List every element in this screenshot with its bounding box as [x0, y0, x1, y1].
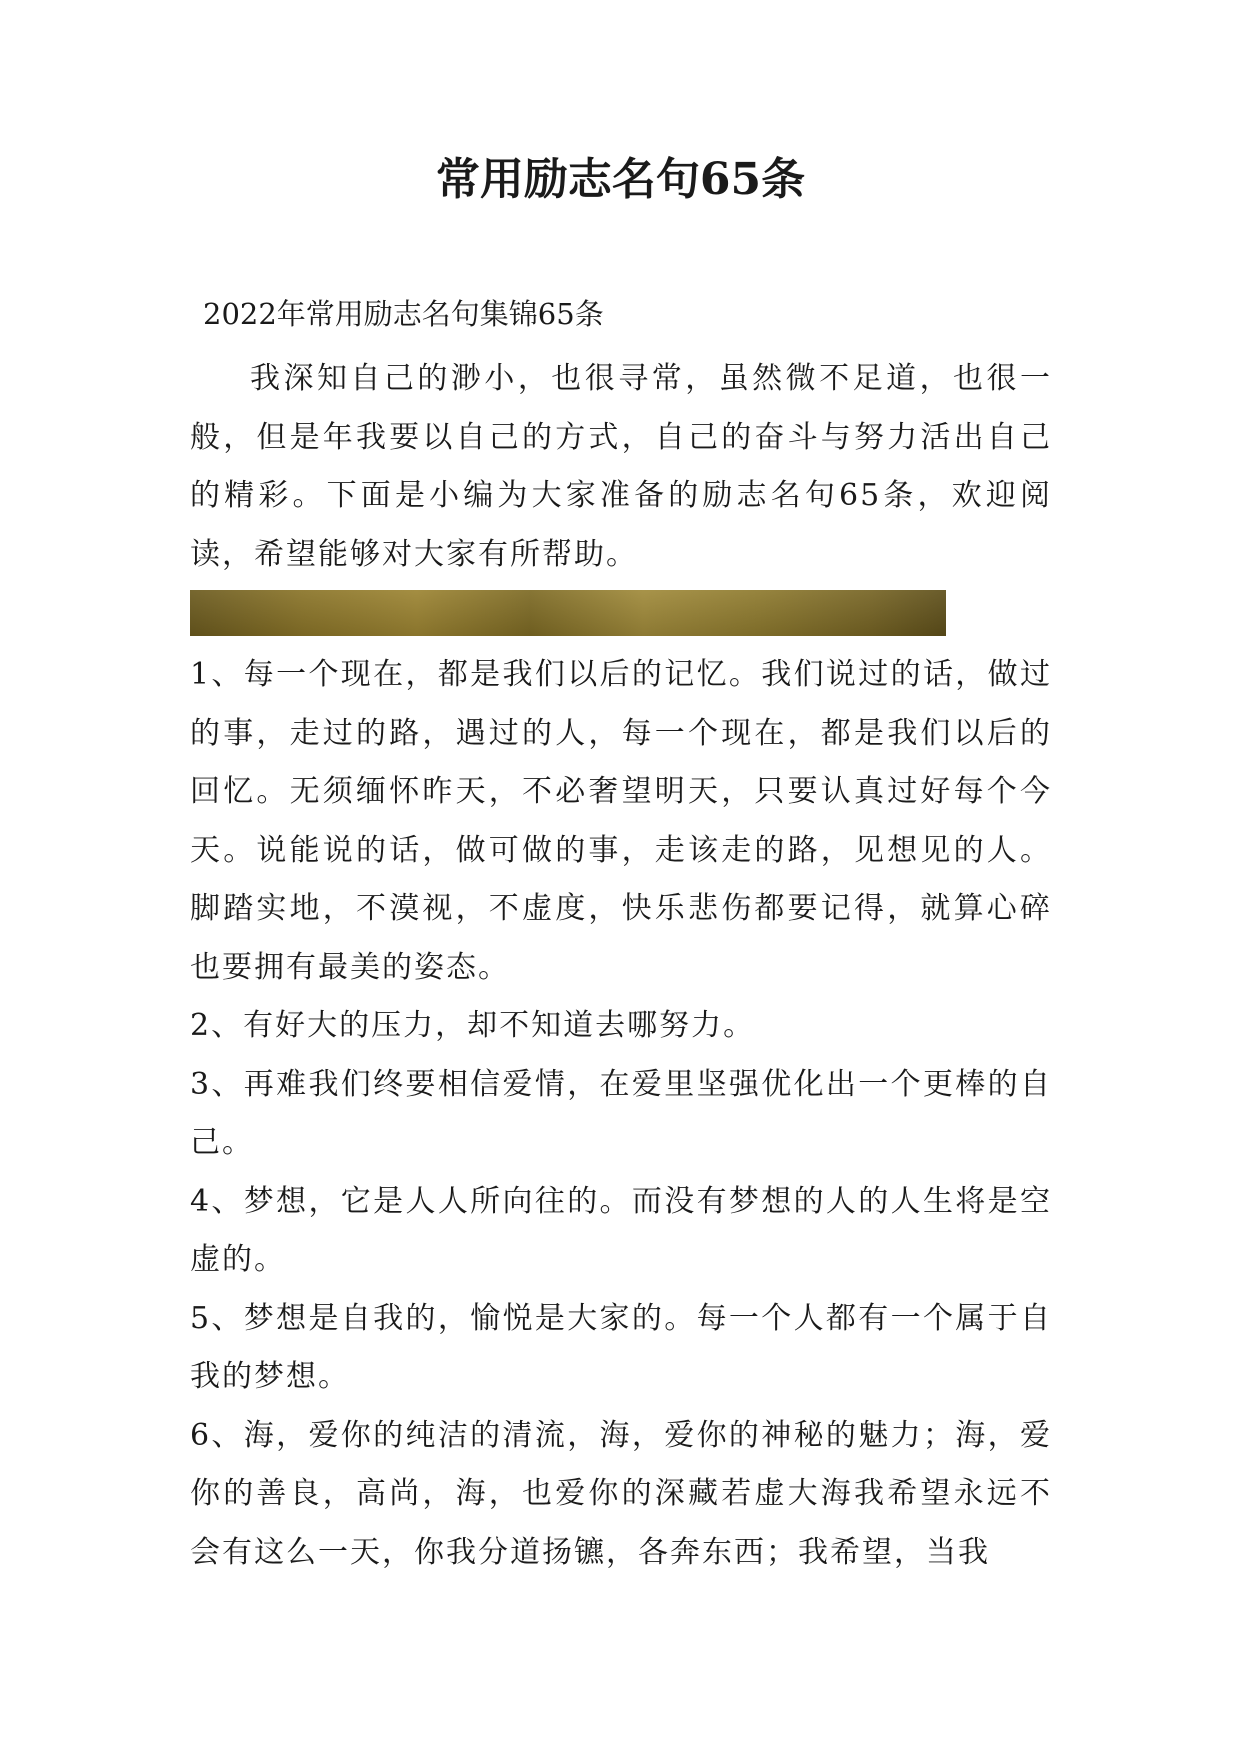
list-item: 6、海，爱你的纯洁的清流，海，爱你的神秘的魅力；海，爱你的善良，高尚，海，也爱你的深藏若虚大海我希望永远不会有这么一天，你我分道扬镳，各奔东西；我希望，当我 — [190, 1417, 1052, 1570]
document-body — [190, 350, 1052, 1582]
decorative-banner-image — [190, 590, 946, 636]
list-item: 3、再难我们终要相信爱情，在爱里坚强优化出一个更棒的自己。 — [190, 1066, 1052, 1160]
document-subtitle: 2022年常用励志名句集锦65条 — [203, 297, 604, 331]
list-item: 5、梦想是自我的，愉悦是大家的。每一个人都有一个属于自我的梦想。 — [190, 1300, 1052, 1394]
list-item: 2、有好大的压力，却不知道去哪努力。 — [190, 1008, 756, 1043]
list-item: 4、梦想，它是人人所向往的。而没有梦想的人的人生将是空虚的。 — [190, 1183, 1052, 1277]
document-title: 常用励志名句65条 — [435, 154, 806, 205]
list-item: 1、每一个现在，都是我们以后的记忆。我们说过的话，做过的事，走过的路，遇过的人，每一个现在，都是我们以后的回忆。无须缅怀昨天，不必奢望明天，只要认真过好每个今天。说能说的话，做可做的事，走该走的路，见想见的人。脚踏实地，不漠视，不虚度，快乐悲伤都要记得，就算心碎也要拥有最美的姿态。 — [190, 657, 1052, 985]
intro-paragraph: 我深知自己的渺小，也很寻常，虽然微不足道，也很一般，但是年我要以自己的方式，自己的奋斗与努力活出自己的精彩。下面是小编为大家准备的励志名句65条，欢迎阅读，希望能够对大家有所帮助。 — [190, 361, 1052, 572]
